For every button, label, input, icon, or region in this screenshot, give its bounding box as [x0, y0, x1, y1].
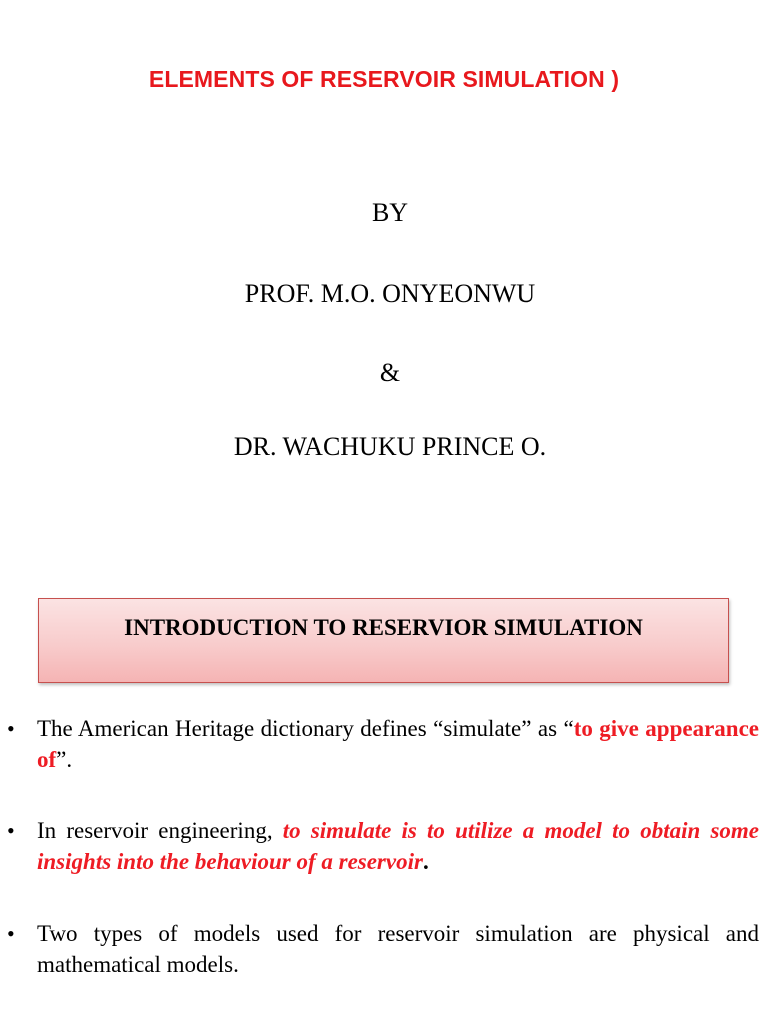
- author-name-2: DR. WACHUKU PRINCE O.: [233, 432, 547, 461]
- bullet-icon: •: [7, 921, 15, 946]
- ampersand-label: &: [379, 358, 401, 387]
- bullet-text-plain: The American Heritage dictionary defines “simulate” as “: [37, 716, 574, 741]
- bullet-icon: •: [7, 818, 15, 843]
- bullet-highlight: to simulate is to utilize a model to obtain some insights into the behaviour of a reservoir: [37, 818, 759, 874]
- bullet-text-tail: .: [422, 849, 429, 874]
- bullet-icon: •: [7, 716, 15, 741]
- bullet-text-tail: ”.: [56, 747, 73, 772]
- section-header-box: [38, 598, 729, 683]
- author-name-1: PROF. M.O. ONYEONWU: [244, 279, 536, 308]
- page-title: ELEMENTS OF RESERVOIR SIMULATION ): [148, 66, 620, 92]
- bullet-text: [37, 815, 759, 877]
- bullet-text: [37, 713, 759, 775]
- bullet-highlight: to give appearance of: [37, 716, 760, 772]
- by-label: BY: [371, 198, 409, 227]
- bullet-text: Two types of models used for reservoir simulation are physical and mathematical models.: [37, 921, 759, 977]
- bullet-text-plain: In reservoir engineering,: [37, 818, 283, 843]
- section-title: INTRODUCTION TO RESERVIOR SIMULATION: [124, 615, 643, 640]
